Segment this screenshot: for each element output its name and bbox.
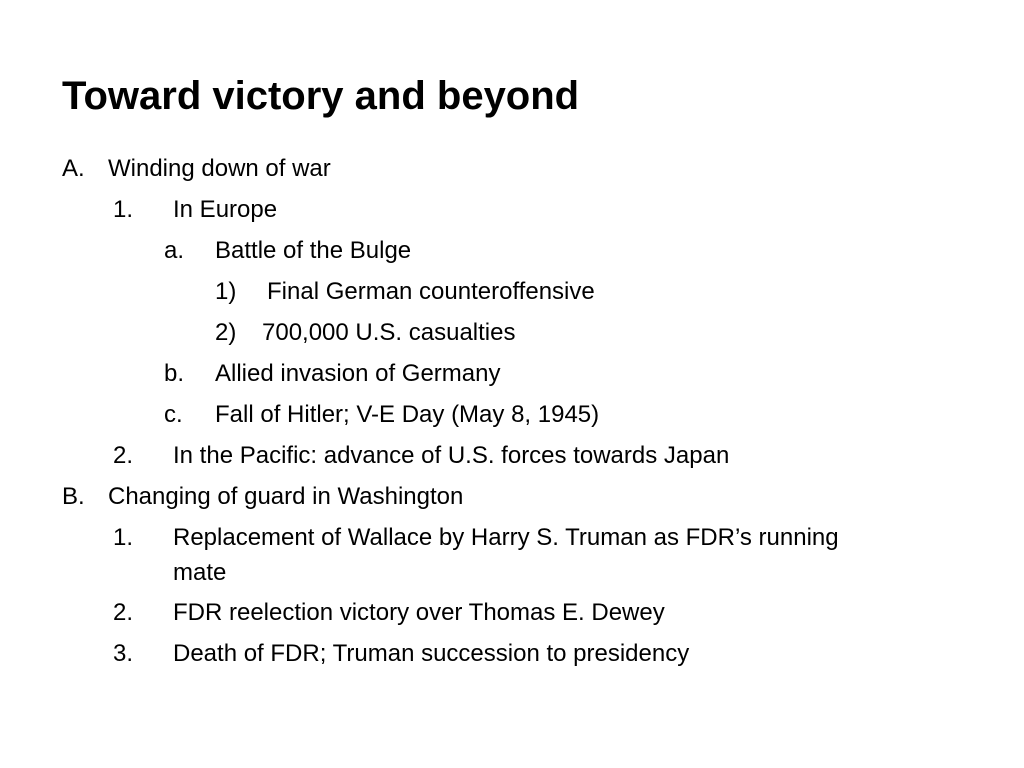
outline-marker: c.	[164, 401, 183, 428]
outline-text: Winding down of war	[108, 155, 331, 182]
outline-marker: 1.	[113, 524, 134, 551]
outline-text: Allied invasion of Germany	[215, 360, 501, 387]
outline-text: In the Pacific: advance of U.S. forces towards Japan	[173, 442, 730, 469]
outline-marker: 2.	[113, 442, 134, 469]
outline-text: Changing of guard in Washington	[108, 483, 464, 510]
outline-text: Fall of Hitler; V-E Day (May 8, 1945)	[215, 401, 600, 428]
outline-text: Replacement of Wallace by Harry S. Truman as FDR’s running mate	[173, 524, 839, 586]
outline-marker: B.	[62, 483, 85, 510]
slide-title: Toward victory and beyond	[62, 74, 580, 118]
outline-marker: 2)	[215, 319, 237, 346]
outline-text: FDR reelection victory over Thomas E. Dewey	[173, 599, 665, 626]
outline-text: Final German counteroffensive	[267, 278, 595, 305]
outline-text: In Europe	[173, 196, 278, 223]
outline-text: 700,000 U.S. casualties	[262, 319, 516, 346]
outline-text: Battle of the Bulge	[215, 237, 412, 264]
outline-marker: 1.	[113, 196, 134, 223]
outline-marker: b.	[164, 360, 185, 387]
outline-marker: 1)	[215, 278, 237, 305]
outline-marker: a.	[164, 237, 185, 264]
outline-text: Death of FDR; Truman succession to presidency	[173, 640, 690, 667]
outline-marker: 3.	[113, 640, 134, 667]
outline-marker: 2.	[113, 599, 134, 626]
outline-marker: A.	[62, 155, 85, 182]
